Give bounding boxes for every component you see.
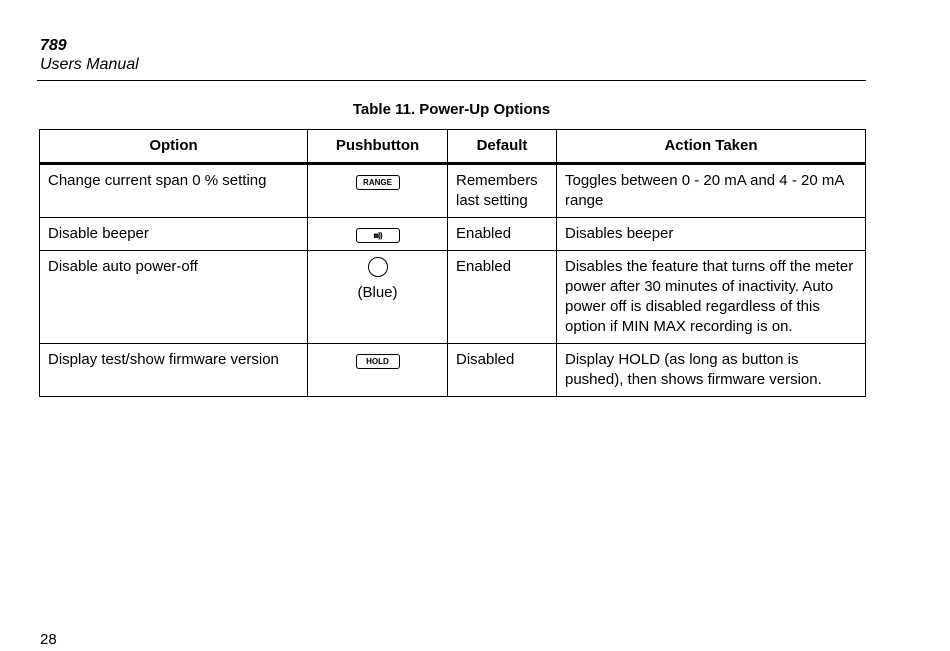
default-cell: Enabled xyxy=(448,251,557,344)
action-cell: Disables beeper xyxy=(557,218,866,251)
option-cell: Change current span 0 % setting xyxy=(40,164,308,218)
action-cell: Disables the feature that turns off the meter power after 30 minutes of inactivity. Auto power off is disabled regardless of this option if MIN MAX recording is on. xyxy=(557,251,866,344)
button-color-note: (Blue) xyxy=(357,284,398,301)
pushbutton-cell xyxy=(308,164,448,218)
default-cell: Remembers last setting xyxy=(448,164,557,218)
blue-button-circle-icon xyxy=(368,257,388,277)
page-number: 28 xyxy=(40,631,57,648)
column-header-option: Option xyxy=(40,130,308,164)
table-row xyxy=(40,344,866,397)
column-header-pushbutton: Pushbutton xyxy=(308,130,448,164)
hold-button-icon: HOLD xyxy=(356,354,400,369)
column-header-action: Action Taken xyxy=(557,130,866,164)
page-header xyxy=(40,36,139,74)
table-row xyxy=(40,164,866,218)
option-cell: Display test/show firmware version xyxy=(40,344,308,397)
manual-title: Users Manual xyxy=(40,56,139,73)
pushbutton-cell xyxy=(308,344,448,397)
table-header-row xyxy=(40,130,866,164)
action-cell: Display HOLD (as long as button is pushed), then shows firmware version. xyxy=(557,344,866,397)
option-cell: Disable beeper xyxy=(40,218,308,251)
table-caption: Table 11. Power-Up Options xyxy=(352,101,551,118)
power-up-options-table xyxy=(39,129,866,397)
column-header-default: Default xyxy=(448,130,557,164)
header-rule xyxy=(37,80,866,81)
range-button-icon: RANGE xyxy=(356,175,400,190)
pushbutton-cell xyxy=(308,218,448,251)
action-cell: Toggles between 0 - 20 mA and 4 - 20 mA range xyxy=(557,164,866,218)
default-cell: Disabled xyxy=(448,344,557,397)
table-row xyxy=(40,251,866,344)
default-cell: Enabled xyxy=(448,218,557,251)
model-number: 789 xyxy=(40,37,67,54)
pushbutton-cell xyxy=(308,251,448,344)
beeper-button-icon: ıııı)) xyxy=(356,228,400,243)
option-cell: Disable auto power-off xyxy=(40,251,308,344)
table-row xyxy=(40,218,866,251)
